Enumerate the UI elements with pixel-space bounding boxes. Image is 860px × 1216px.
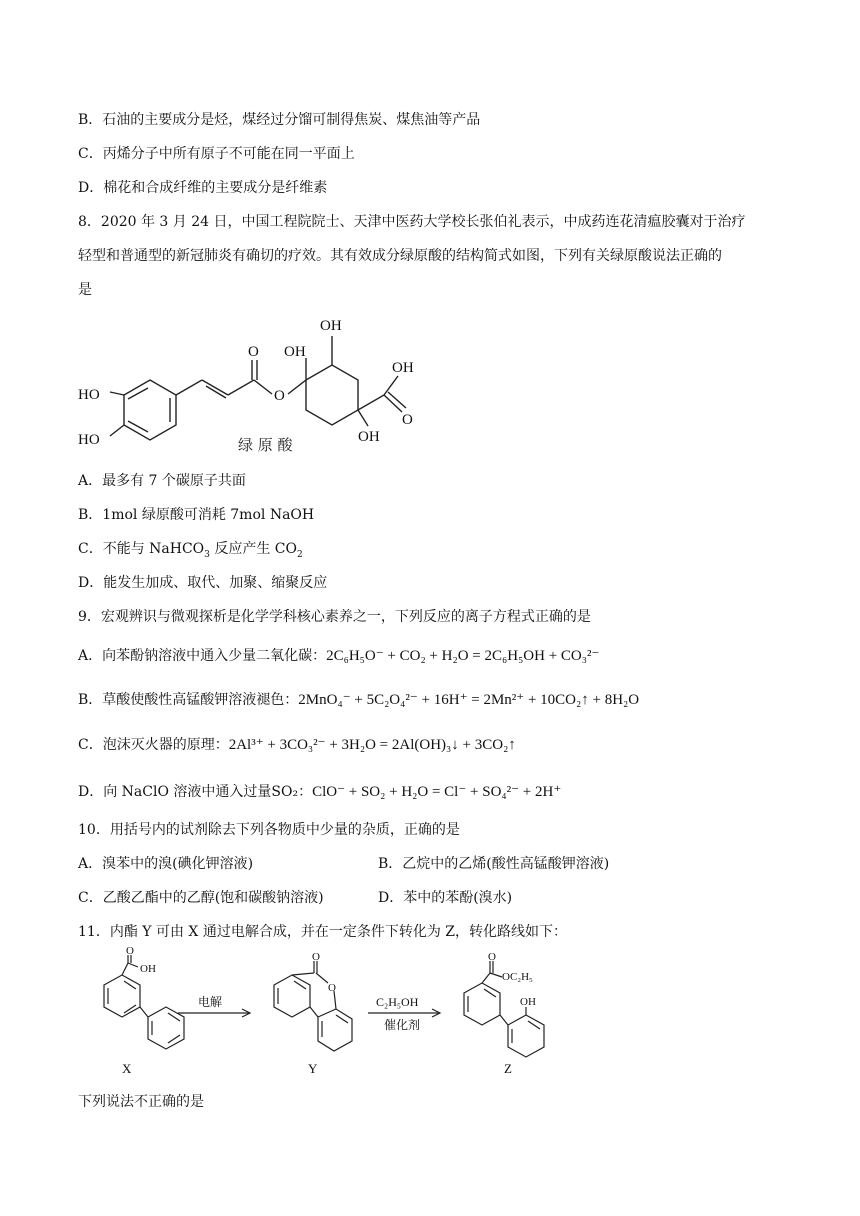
z-oh: OH: [520, 996, 536, 1008]
q10-row-ab: [78, 854, 778, 874]
q10-option-c: C．乙酸乙酯中的乙醇(饱和碳酸钠溶液): [78, 890, 324, 906]
carbonyl-o-label: O: [248, 344, 259, 360]
q9-option-a: A．向苯酚钠溶液中通入少量二氧化碳：2C₆H₅O⁻ + CO₂ + H₂O = 2C₆H₅OH + CO₃²⁻: [78, 648, 600, 664]
q8-option-a: A．最多有 7 个碳原子共面: [78, 473, 246, 489]
cooh-oh-label: OH: [392, 360, 414, 376]
arrow1-label: 电解: [198, 995, 223, 1009]
arrow2-label-bottom: 催化剂: [384, 1018, 421, 1032]
x-carbonyl-o: O: [126, 945, 134, 957]
q9-stem: 9．宏观辨识与微观探析是化学学科核心素养之一，下列反应的离子方程式正确的是: [78, 609, 591, 625]
cooh-o-label: O: [402, 412, 413, 428]
quaternary-oh-label: OH: [358, 429, 380, 445]
q9-option-b: B．草酸使酸性高锰酸钾溶液褪色：2MnO₄⁻ + 5C₂O₄²⁻ + 16H⁺ = 2Mn²⁺ + 10CO₂↑ + 8H₂O: [78, 692, 640, 708]
q10-option-a: A．溴苯中的溴(碘化钾溶液): [78, 856, 254, 872]
structure-caption: 绿 原 酸: [238, 436, 293, 454]
q10-option-d: D．苯中的苯酚(溴水): [378, 890, 513, 906]
q9-option-a-equation: 2C₆H₅O⁻ + CO₂ + H₂O = 2C₆H₅OH + CO₃²⁻: [326, 648, 600, 664]
q9-option-d-equation: ClO⁻ + SO₂ + H₂O = Cl⁻ + SO₄²⁻ + 2H⁺: [312, 784, 562, 800]
q10-row-cd: [78, 888, 778, 908]
ester-o-label: O: [274, 388, 285, 404]
ho-label-bottom: HO: [78, 432, 100, 448]
compound-x-label: X: [122, 1061, 132, 1076]
q11-stem: 11．内酯 Y 可由 X 通过电解合成，并在一定条件下转化为 Z，转化路线如下：: [78, 924, 568, 940]
q8-option-b: B．1mol 绿原酸可消耗 7mol NaOH: [78, 507, 315, 523]
arrow2-label-top: C₂H₅OH: [376, 995, 419, 1009]
q7-option-c: C．丙烯分子中所有原子不可能在同一平面上: [78, 146, 355, 162]
compound-y-label: Y: [308, 1061, 318, 1076]
q7-option-b: B．石油的主要成分是烃，煤经过分馏可制得焦炭、煤焦油等产品: [78, 112, 481, 128]
compound-z-label: Z: [504, 1061, 512, 1076]
reaction-scheme: [70, 945, 580, 1080]
q9-option-d: D．向 NaClO 溶液中通入过量SO₂：ClO⁻ + SO₂ + H₂O = Cl⁻ + SO₄²⁻ + 2H⁺: [78, 784, 562, 800]
q8-option-d: D．能发生加成、取代、加聚、缩聚反应: [78, 575, 328, 591]
q8-stem-line1: 8．2020 年 3 月 24 日，中国工程院院士、天津中医药大学校长张伯礼表示，中成药连花清瘟胶囊对于治疗: [78, 214, 746, 230]
ring-oh-top: OH: [320, 318, 342, 334]
ring-oh-left: OH: [284, 344, 306, 360]
z-carbonyl-o: O: [488, 951, 496, 963]
x-oh: OH: [140, 963, 156, 975]
chlorogenic-acid-structure: [70, 308, 430, 460]
q9-option-b-equation: 2MnO₄⁻ + 5C₂O₄²⁻ + 16H⁺ = 2Mn²⁺ + 10CO₂↑ + 8H₂O: [298, 692, 640, 708]
q9-option-c-equation: 2Al³⁺ + 3CO₃²⁻ + 3H₂O = 2Al(OH)₃↓ + 3CO₂↑: [228, 737, 516, 753]
q10-stem: 10．用括号内的试剂除去下列各物质中少量的杂质，正确的是: [78, 822, 460, 838]
y-carbonyl-o: O: [312, 951, 320, 963]
q11-tail: 下列说法不正确的是: [78, 1094, 204, 1110]
q9-option-c: C．泡沫灭火器的原理：2Al³⁺ + 3CO₃²⁻ + 3H₂O = 2Al(OH)₃↓ + 3CO₂↑: [78, 737, 516, 753]
z-ethoxy: OC₂H₅: [502, 971, 533, 983]
q10-option-b: B．乙烷中的乙烯(酸性高锰酸钾溶液): [378, 856, 610, 872]
q8-option-c: C．不能与 NaHCO$_3$ 反应产生 $CO_2$: [78, 541, 303, 560]
q8-stem-line3: 是: [78, 282, 92, 298]
y-ring-o: O: [328, 982, 336, 994]
ho-label-top: HO: [78, 387, 100, 403]
q7-option-d: D．棉花和合成纤维的主要成分是纤维素: [78, 180, 328, 196]
q8-stem-line2: 轻型和普通型的新冠肺炎有确切的疗效。其有效成分绿原酸的结构简式如图，下列有关绿原酸说法正确的: [78, 248, 722, 264]
